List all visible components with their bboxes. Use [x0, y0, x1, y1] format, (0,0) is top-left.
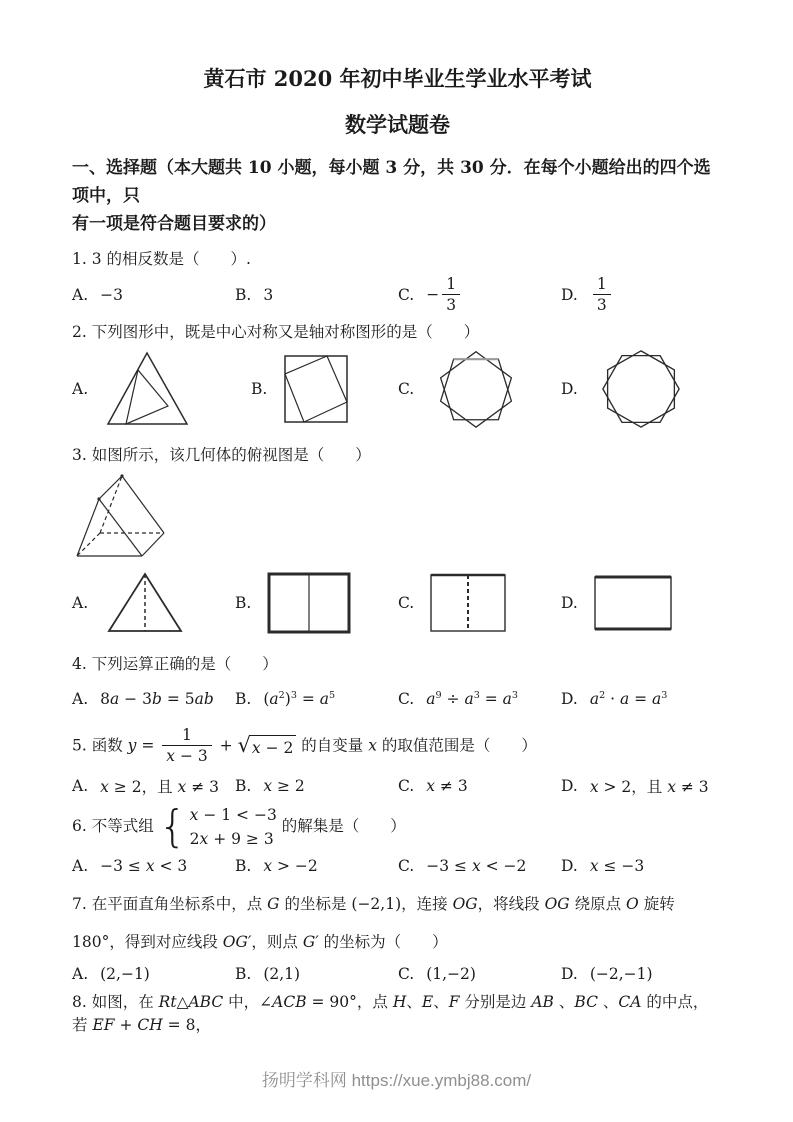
question-4-stem: 4. 下列运算正确的是（ ） — [72, 655, 278, 673]
q3-option-c — [398, 573, 561, 633]
option-label: A. — [72, 776, 89, 795]
q2-option-b — [235, 354, 398, 424]
option-value: −3 ≤ x < −2 — [426, 856, 527, 875]
option-value: x ≥ 2，且 x ≠ 3 — [100, 777, 219, 796]
option-label: C. — [398, 856, 415, 875]
question-1-options — [72, 273, 723, 317]
section-heading-line1: 一、选择题（本大题共 10 小题，每小题 3 分，共 30 分．在每个小题给出的四个选项中，只 — [72, 158, 711, 206]
rectangle-figure — [594, 575, 672, 631]
option-value: $a^9 \div a^3 = a^3$ — [426, 689, 518, 708]
question-7-options — [72, 965, 723, 983]
option-label: B. — [235, 776, 252, 795]
q5-option-b — [235, 777, 398, 795]
triangular-prism-3d-figure — [72, 469, 176, 563]
option-label: C. — [398, 776, 415, 795]
q3-option-b — [235, 572, 398, 634]
question-4-options — [72, 684, 723, 714]
q6-option-b — [235, 857, 398, 875]
q1-option-c — [398, 275, 561, 316]
square-with-rotated-square-figure — [283, 354, 349, 424]
option-label: A. — [72, 964, 89, 983]
q5-option-c — [398, 777, 561, 795]
triangle-with-dashed-median-figure — [104, 571, 186, 635]
q2-option-c — [398, 348, 561, 430]
option-label: D. — [561, 594, 578, 612]
rectangle-with-center-line-figure — [267, 572, 351, 634]
option-label: D. — [561, 776, 578, 795]
question-3-options — [72, 571, 723, 635]
question-6-options — [72, 857, 723, 875]
option-value: x ≤ −3 — [589, 856, 645, 875]
question-1-stem: 1. 3 的相反数是（ ）. — [72, 250, 251, 268]
q6-option-d — [561, 857, 723, 875]
option-value: −3 — [100, 286, 123, 304]
question-6-stem: 6. 不等式组 { x − 1 < −3 2x + 9 ≥ 3 的解集是（ ） — [72, 800, 406, 852]
option-value: (2,1) — [263, 964, 301, 983]
question-2-stem: 2. 下列图形中，既是中心对称又是轴对称图形的是（ ） — [72, 323, 480, 341]
option-label: A. — [72, 286, 89, 304]
option-value: $\frac{1}{3}$ — [590, 275, 614, 316]
option-label: B. — [235, 594, 252, 612]
q2-option-a — [72, 350, 235, 428]
q7-option-c — [398, 965, 561, 983]
exam-subtitle: 数学试题卷 — [345, 112, 450, 137]
pentagon-with-rotated-pentagon-figure — [430, 348, 522, 430]
q7-option-b — [235, 965, 398, 983]
option-label: C. — [398, 964, 415, 983]
q6-option-a — [72, 857, 235, 875]
q1-option-b — [235, 286, 398, 304]
q4-option-a — [72, 690, 235, 708]
option-value: $(a^2)^3 = a^5$ — [263, 689, 336, 708]
option-value: 8a − 3b = 5ab — [100, 690, 214, 708]
option-value: −3 ≤ x < 3 — [100, 856, 188, 875]
option-value: − $\frac{1}{3}$ — [426, 275, 463, 316]
q4-option-b — [235, 690, 398, 708]
q3-option-a — [72, 571, 235, 635]
question-2-options — [72, 348, 723, 430]
watermark-footer: 扬明学科网 https://xue.ymbj88.com/ — [261, 1071, 532, 1090]
option-label: B. — [251, 380, 268, 398]
option-label: D. — [561, 380, 578, 398]
q4-option-d — [561, 690, 723, 708]
q4-option-c — [398, 690, 561, 708]
question-3-figure — [72, 469, 723, 563]
option-label: C. — [398, 285, 415, 304]
question-5-stem: 5. 函数 y = $\frac{1}{x - 3}$ + √ x − 2 的自变量 x 的取值范围是（ ） — [72, 726, 537, 766]
option-label: C. — [398, 380, 415, 398]
option-label: C. — [398, 594, 415, 612]
option-value: (−2,−1) — [589, 964, 653, 983]
question-7-stem: 7. 在平面直角坐标系中，点 G 的坐标是 (−2,1)，连接 OG，将线段 OG 绕原点 O 旋转 180°，得到对应线段 OG′，则点 G′ 的坐标为（ ） — [72, 894, 680, 951]
option-label: A. — [72, 690, 89, 708]
option-label: D. — [561, 690, 578, 708]
q5-option-d — [561, 775, 723, 797]
option-value: (1,−2) — [426, 964, 476, 983]
option-value: $a^2 \cdot a = a^3$ — [589, 689, 668, 708]
option-label: A. — [72, 380, 89, 398]
q3-option-d — [561, 575, 723, 631]
q1-option-a — [72, 286, 235, 304]
option-label: D. — [561, 964, 578, 983]
q1-option-d — [561, 275, 723, 316]
question-3-stem: 3. 如图所示，该几何体的俯视图是（ ） — [72, 446, 371, 464]
q7-option-d — [561, 965, 723, 983]
option-label: B. — [235, 856, 252, 875]
q5-option-a — [72, 775, 235, 797]
q7-option-a — [72, 965, 235, 983]
option-value: 3 — [263, 286, 274, 304]
option-label: A. — [72, 594, 89, 612]
option-value: x ≥ 2 — [263, 776, 305, 795]
question-8-stem: 8. 如图，在 Rt△ABC 中，∠ACB = 90°，点 H、E、F 分别是边 AB 、BC 、CA 的中点，若 EF + CH = 8， — [72, 992, 709, 1034]
section-heading — [72, 154, 723, 238]
question-5-options — [72, 775, 723, 797]
option-value: x > 2，且 x ≠ 3 — [589, 777, 709, 796]
triangle-with-rotated-triangle-figure — [104, 350, 192, 428]
option-value: x ≠ 3 — [426, 776, 468, 795]
option-value: x > −2 — [263, 856, 318, 875]
exam-title: 黄石市 2020 年初中毕业生学业水平考试 — [203, 66, 592, 91]
option-label: B. — [235, 690, 252, 708]
option-label: D. — [561, 856, 578, 875]
option-label: D. — [561, 285, 578, 304]
option-value: (2,−1) — [100, 964, 150, 983]
option-label: B. — [235, 964, 252, 983]
hexagon-with-rotated-hexagon-figure — [594, 348, 688, 430]
option-label: B. — [235, 286, 252, 304]
section-heading-line2: 有一项是符合题目要求的） — [72, 214, 276, 234]
q2-option-d — [561, 348, 723, 430]
q6-option-c — [398, 857, 561, 875]
option-label: C. — [398, 690, 415, 708]
option-label: A. — [72, 856, 89, 875]
rectangle-with-dashed-center-line-figure — [430, 573, 506, 633]
